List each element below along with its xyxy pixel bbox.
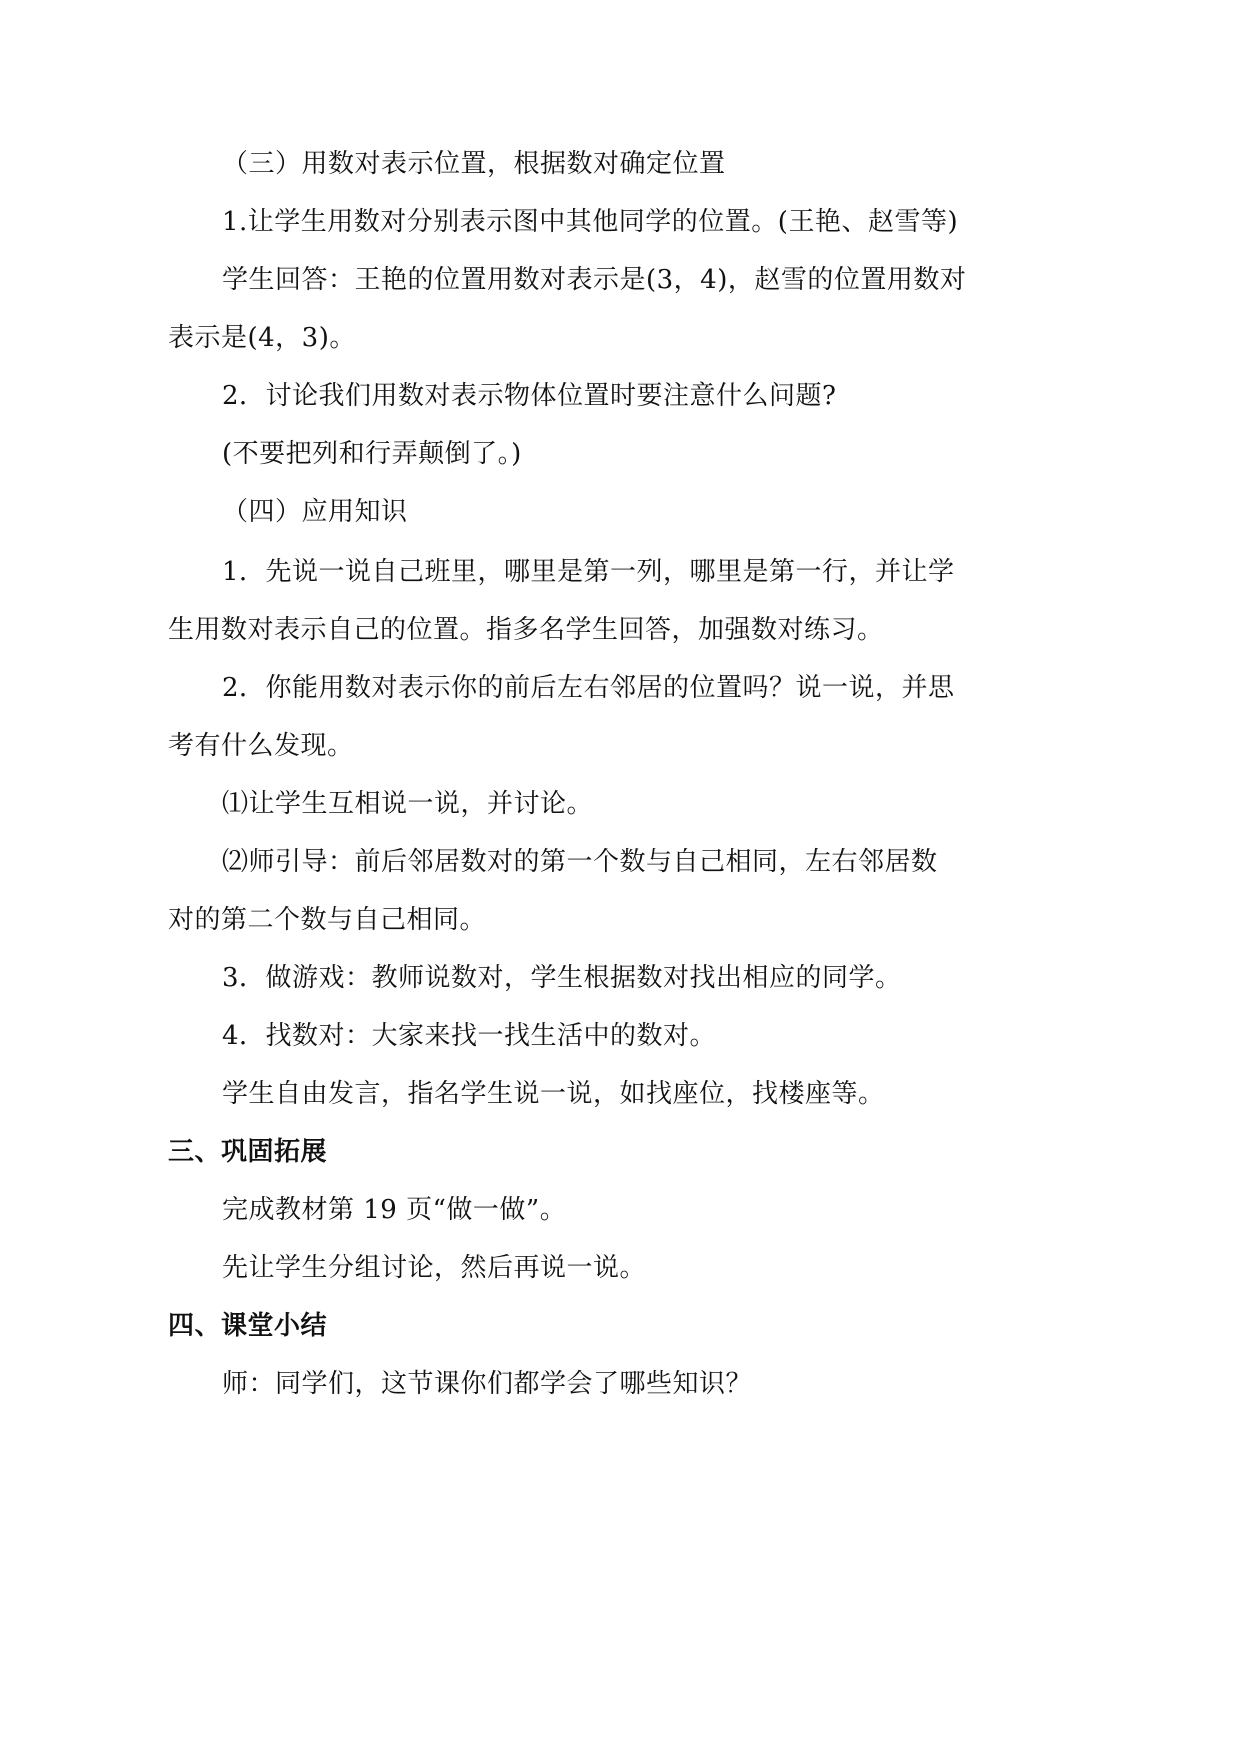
paragraph-line: 先让学生分组讨论，然后再说一说。: [222, 1253, 647, 1283]
paragraph-line: 师：同学们，这节课你们都学会了哪些知识？: [222, 1369, 753, 1399]
paragraph-line: (不要把列和行弄颠倒了。): [222, 439, 522, 469]
paragraph-line: 3．做游戏：教师说数对，学生根据数对找出相应的同学。: [222, 963, 902, 993]
paragraph-line: 2．讨论我们用数对表示物体位置时要注意什么问题?: [222, 381, 837, 411]
paragraph-line: 生用数对表示自己的位置。指多名学生回答，加强数对练习。: [168, 615, 884, 645]
paragraph-line: 4．找数对：大家来找一找生活中的数对。: [222, 1021, 717, 1051]
section-heading-3: （三）用数对表示位置，根据数对确定位置: [222, 149, 726, 179]
section-heading-consolidation: 三、巩固拓展: [168, 1137, 328, 1167]
paragraph-line: 2．你能用数对表示你的前后左右邻居的位置吗？说一说，并思: [222, 673, 955, 703]
paragraph-line: 1．先说一说自己班里，哪里是第一列，哪里是第一行，并让学: [222, 557, 955, 587]
section-heading-summary: 四、课堂小结: [168, 1311, 328, 1341]
paragraph-line: 学生回答：王艳的位置用数对表示是(3，4)，赵雪的位置用数对: [222, 265, 967, 295]
paragraph-line: ⑵师引导：前后邻居数对的第一个数与自己相同，左右邻居数: [222, 847, 938, 877]
paragraph-line: 1.让学生用数对分别表示图中其他同学的位置。(王艳、赵雪等): [222, 207, 959, 237]
paragraph-line: 考有什么发现。: [168, 731, 354, 761]
paragraph-line: 学生自由发言，指名学生说一说，如找座位，找楼座等。: [222, 1079, 885, 1109]
section-heading-4: （四）应用知识: [222, 497, 408, 527]
paragraph-line: 表示是(4，3)。: [168, 323, 356, 353]
paragraph-line: ⑴让学生互相说一说，并讨论。: [222, 789, 594, 819]
paragraph-line: 对的第二个数与自己相同。: [168, 905, 487, 935]
paragraph-line: 完成教材第 19 页“做一做”。: [222, 1195, 567, 1225]
